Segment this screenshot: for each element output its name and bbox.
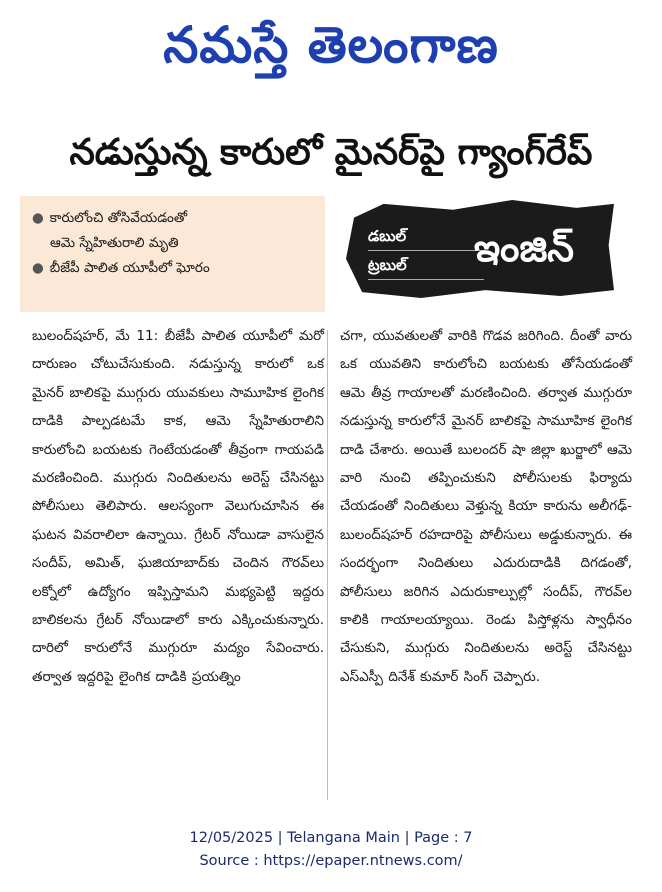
column-divider bbox=[327, 330, 328, 800]
highlight-text: బీజేపీ పాలిత యూపీలో ఘోరం bbox=[49, 260, 210, 276]
highlight-text: కారులోంచి తోసివేయడంతో bbox=[49, 210, 188, 226]
stamp-small-text bbox=[368, 222, 484, 280]
footer-edition-info: 12/05/2025 | Telangana Main | Page : 7 bbox=[189, 830, 473, 846]
bullet-icon: ● bbox=[32, 260, 44, 276]
stamp-big-text: ఇంజిన్ bbox=[474, 226, 574, 270]
article-headline: నడుస్తున్న కారులో మైనర్‌పై గ్యాంగ్‌రేప్ bbox=[69, 132, 593, 173]
stamp-small-bottom: ట్రబుల్ bbox=[368, 251, 484, 280]
footer-source-link[interactable]: Source : https://epaper.ntnews.com/ bbox=[199, 853, 463, 869]
article-body-right-column: చగా, యువతులతో వారికి గొడవ జరిగింది. దీంతో వారు ఒక యువతిని కారులోంచి బయటకు తోసేయడంతో ఆమె తీవ్ర గాయాలతో మరణించింది. తర్వాత ముగ్గురూ నడుస్తున్న కారులోనే మైనర్‌ బాలికపై సామూహిక లైంగిక దాడి చేశారు. అయితే బులందర్‌ షా జిల్లా ఖుర్జాలో ఆమె వారి నుంచి తప్పించుకుని పోలీసులకు ఫిర్యాదు చేయడంతో నిందితులు వెళ్తున్న కియా కారును అలీగఢ్‌-బులంద్‌షహర్‌ రహదారిపై పోలీసులు అడ్డుకున్నారు. ఈ సందర్భంగా నిందితులు ఎదురుదాడికి దిగడంతో, పోలీసులు జరిగిన ఎదురుకాల్పుల్లో సందీప్‌, గౌరవ్‌ల కాలికి గాయాలయ్యాయి. రెండు పిస్తోళ్లను స్వాధీనం చేసుకుని, ముగ్గురు నిందితులను అరెస్ట్‌ చేసినట్టు ఎస్‌ఎస్పీ దినేశ్‌ కుమార్‌ సింగ్‌ చెప్పారు. bbox=[340, 328, 632, 685]
highlight-item-continued: ఆమె స్నేహితురాలి మృతి bbox=[50, 235, 179, 251]
highlights-box bbox=[20, 196, 325, 312]
newspaper-masthead: నమస్తే తెలంగాణ bbox=[163, 16, 499, 74]
article-body-left-column: బులంద్‌షహర్‌, మే 11: బీజేపీ పాలిత యూపీలో మరో దారుణం చోటుచేసుకుంది. నడుస్తున్న కారులో ఒక మైనర్‌ బాలికపై ముగ్గురు యువకులు సామూహిక లైంగిక దాడికి పాల్పడటమే కాక, ఆమె స్నేహితురాలిని కారులోంచి బయటకు గెంటేయడంతో తీవ్రంగా గాయపడి మరణించింది. ముగ్గురు నిందితులను అరెస్ట్‌ చేసినట్టు పోలీసులు తెలిపారు. ఆలస్యంగా వెలుగుచూసిన ఈ ఘటన వివరాలిలా ఉన్నాయి. గ్రేటర్‌ నోయిడా వాసులైన సందీప్‌, అమిత్‌, ఘజియాబాద్‌కు చెందిన గౌరవ్‌లు లక్నోలో ఉద్యోగం ఇప్పిస్తామని మభ్యపెట్టి ఇద్దరు బాలికలను గ్రేటర్‌ నోయిడాలో కారు ఎక్కించుకున్నారు. దారిలో కారులోనే ముగ్గురూ మద్యం సేవించారు. తర్వాత ఇద్దరిపై లైంగిక దాడికి ప్రయత్నిం bbox=[32, 328, 324, 685]
highlight-item bbox=[32, 206, 319, 231]
series-stamp bbox=[346, 200, 614, 298]
bullet-icon: ● bbox=[32, 210, 44, 226]
stamp-small-top: డబుల్ bbox=[368, 222, 484, 251]
highlight-item bbox=[32, 256, 319, 281]
